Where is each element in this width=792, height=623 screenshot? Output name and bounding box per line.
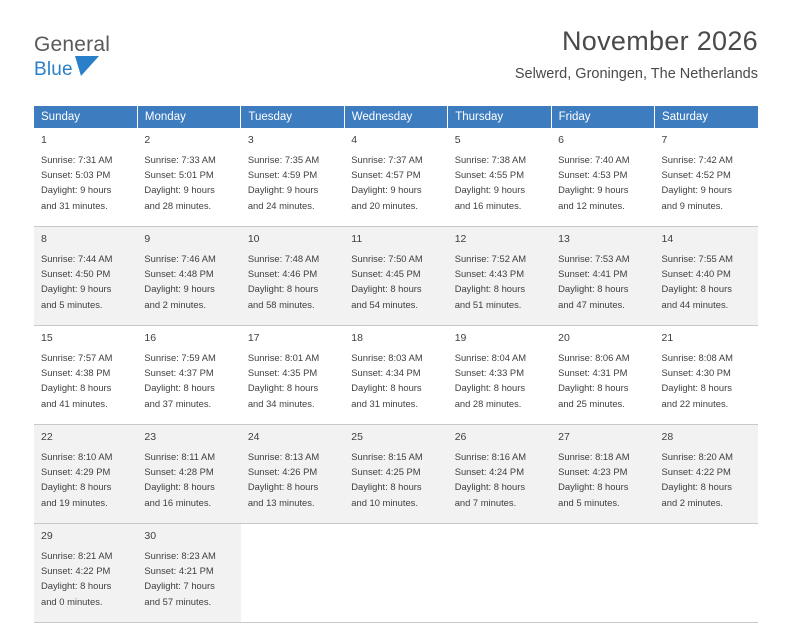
day-sunrise: Sunrise: 7:42 AM <box>661 154 733 165</box>
day-daylight2: and 34 minutes. <box>247 397 315 409</box>
day-daylight2: and 44 minutes. <box>661 298 729 310</box>
day-number: 9 <box>144 233 151 245</box>
day-daylight2: and 54 minutes. <box>351 298 418 310</box>
day-daylight1: Daylight: 8 hours <box>144 481 215 493</box>
calendar-day-cell[interactable] <box>137 128 240 227</box>
calendar-cell-empty <box>448 524 551 623</box>
day-daylight1: Daylight: 8 hours <box>41 481 112 493</box>
calendar-week-row <box>34 326 758 425</box>
day-sunset: Sunset: 4:22 PM <box>661 466 731 478</box>
day-info <box>144 152 234 213</box>
day-sunset: Sunset: 4:25 PM <box>351 466 421 478</box>
day-daylight2: and 57 minutes. <box>144 595 212 607</box>
day-number: 16 <box>144 332 157 344</box>
day-sunrise: Sunrise: 7:52 AM <box>454 253 527 264</box>
day-daylight2: and 58 minutes. <box>247 298 315 310</box>
day-info <box>558 152 648 213</box>
day-sunrise: Sunrise: 8:06 AM <box>558 352 630 363</box>
day-daylight1: Daylight: 8 hours <box>558 382 629 394</box>
day-number: 17 <box>247 332 260 344</box>
day-number: 19 <box>454 332 467 344</box>
calendar-day-cell[interactable] <box>241 326 344 425</box>
day-info <box>144 251 234 312</box>
day-number: 10 <box>247 233 260 245</box>
calendar-day-cell[interactable] <box>448 128 551 227</box>
calendar-day-cell[interactable] <box>344 326 447 425</box>
day-sunset: Sunset: 4:24 PM <box>454 466 524 478</box>
day-number: 21 <box>661 332 674 344</box>
day-daylight1: Daylight: 8 hours <box>454 481 526 493</box>
calendar-day-cell[interactable] <box>448 326 551 425</box>
day-sunrise: Sunrise: 8:04 AM <box>454 352 527 363</box>
day-sunset: Sunset: 4:57 PM <box>351 169 421 181</box>
day-sunrise: Sunrise: 8:15 AM <box>351 451 423 462</box>
day-daylight1: Daylight: 8 hours <box>454 283 526 295</box>
day-sunset: Sunset: 4:26 PM <box>247 466 318 478</box>
day-daylight1: Daylight: 8 hours <box>247 283 319 295</box>
day-daylight2: and 31 minutes. <box>41 199 108 211</box>
day-sunrise: Sunrise: 7:53 AM <box>558 253 630 264</box>
day-info <box>455 251 545 312</box>
calendar-day-cell[interactable] <box>137 326 240 425</box>
calendar-day-cell[interactable] <box>551 128 654 227</box>
day-sunset: Sunset: 4:52 PM <box>661 169 731 181</box>
day-daylight1: Daylight: 9 hours <box>144 283 215 295</box>
day-number: 7 <box>661 134 668 146</box>
calendar-day-cell[interactable] <box>34 227 137 326</box>
day-sunset: Sunset: 4:38 PM <box>41 367 111 379</box>
calendar-day-cell[interactable] <box>34 425 137 524</box>
day-daylight1: Daylight: 8 hours <box>351 481 422 493</box>
day-sunrise: Sunrise: 7:37 AM <box>351 154 423 165</box>
day-daylight1: Daylight: 7 hours <box>144 580 215 592</box>
day-sunrise: Sunrise: 7:31 AM <box>41 154 113 165</box>
day-number: 23 <box>144 431 157 443</box>
calendar-day-cell[interactable] <box>344 128 447 227</box>
column-header-monday: Monday <box>137 106 240 128</box>
day-daylight1: Daylight: 9 hours <box>454 184 526 196</box>
calendar-day-cell[interactable] <box>448 425 551 524</box>
day-sunrise: Sunrise: 8:08 AM <box>661 352 733 363</box>
day-sunrise: Sunrise: 7:50 AM <box>351 253 423 264</box>
day-info <box>144 350 234 411</box>
calendar-day-cell[interactable] <box>655 128 758 227</box>
day-info <box>455 152 545 213</box>
day-sunset: Sunset: 4:40 PM <box>661 268 731 280</box>
page-subtitle: Selwerd, Groningen, The Netherlands <box>514 66 758 82</box>
column-header-thursday: Thursday <box>448 106 551 128</box>
day-info <box>662 152 752 213</box>
calendar-week-row <box>34 128 758 227</box>
title-block <box>515 26 758 82</box>
day-sunset: Sunset: 4:33 PM <box>454 367 524 379</box>
day-sunset: Sunset: 4:30 PM <box>661 367 731 379</box>
day-number: 6 <box>558 134 564 146</box>
day-daylight2: and 10 minutes. <box>351 496 418 508</box>
day-daylight2: and 24 minutes. <box>247 199 315 211</box>
day-number: 26 <box>454 431 467 443</box>
day-info <box>248 251 338 312</box>
day-number: 30 <box>144 530 157 542</box>
day-daylight2: and 9 minutes. <box>661 199 724 211</box>
day-sunrise: Sunrise: 7:48 AM <box>247 253 320 264</box>
day-sunrise: Sunrise: 8:01 AM <box>247 352 320 363</box>
day-number: 3 <box>247 134 254 146</box>
day-number: 28 <box>661 431 674 443</box>
day-daylight1: Daylight: 9 hours <box>558 184 629 196</box>
calendar-day-cell[interactable] <box>241 227 344 326</box>
calendar-day-cell[interactable] <box>137 524 240 623</box>
day-info <box>248 152 338 213</box>
day-sunset: Sunset: 4:35 PM <box>247 367 318 379</box>
day-daylight2: and 28 minutes. <box>454 397 522 409</box>
calendar-table <box>34 106 758 623</box>
day-daylight1: Daylight: 9 hours <box>247 184 319 196</box>
calendar-day-cell[interactable] <box>448 227 551 326</box>
day-number: 12 <box>454 233 467 245</box>
calendar-header-row <box>34 106 758 128</box>
day-info <box>351 350 441 411</box>
calendar-day-cell[interactable] <box>551 227 654 326</box>
calendar-day-cell[interactable] <box>344 227 447 326</box>
day-sunset: Sunset: 4:46 PM <box>247 268 318 280</box>
day-number: 24 <box>247 431 260 443</box>
day-daylight1: Daylight: 8 hours <box>454 382 526 394</box>
day-number: 11 <box>351 233 363 245</box>
day-sunset: Sunset: 4:21 PM <box>144 565 214 577</box>
logo-text-general: General <box>34 33 111 56</box>
calendar-day-cell[interactable] <box>34 524 137 623</box>
day-sunset: Sunset: 5:03 PM <box>41 169 111 181</box>
day-info <box>351 251 441 312</box>
calendar-cell-empty <box>344 524 447 623</box>
day-sunset: Sunset: 4:31 PM <box>558 367 628 379</box>
day-sunset: Sunset: 4:41 PM <box>558 268 628 280</box>
day-number: 4 <box>351 134 358 146</box>
calendar-day-cell[interactable] <box>655 326 758 425</box>
day-info <box>558 449 648 510</box>
day-number: 15 <box>41 332 53 344</box>
day-sunrise: Sunrise: 7:57 AM <box>41 352 113 363</box>
day-sunset: Sunset: 4:22 PM <box>41 565 111 577</box>
day-daylight2: and 2 minutes. <box>661 496 724 508</box>
day-sunset: Sunset: 4:55 PM <box>454 169 524 181</box>
day-sunrise: Sunrise: 7:33 AM <box>144 154 216 165</box>
calendar-week-row <box>34 524 758 623</box>
day-sunrise: Sunrise: 8:23 AM <box>144 550 216 561</box>
day-daylight1: Daylight: 9 hours <box>41 283 112 295</box>
day-daylight1: Daylight: 8 hours <box>247 481 319 493</box>
day-number: 22 <box>41 431 53 443</box>
day-number: 20 <box>558 332 570 344</box>
day-info <box>558 251 648 312</box>
day-daylight2: and 2 minutes. <box>144 298 206 310</box>
day-info <box>41 548 131 609</box>
day-sunrise: Sunrise: 8:13 AM <box>247 451 320 462</box>
day-number: 18 <box>351 332 363 344</box>
logo <box>34 26 110 85</box>
day-sunset: Sunset: 4:28 PM <box>144 466 214 478</box>
column-header-friday: Friday <box>551 106 654 128</box>
day-sunrise: Sunrise: 8:03 AM <box>351 352 423 363</box>
calendar-day-cell[interactable] <box>551 425 654 524</box>
calendar-day-cell[interactable] <box>655 425 758 524</box>
day-daylight2: and 47 minutes. <box>558 298 625 310</box>
day-info <box>41 152 131 213</box>
day-sunrise: Sunrise: 8:18 AM <box>558 451 630 462</box>
day-info <box>144 449 234 510</box>
day-daylight2: and 5 minutes. <box>41 298 103 310</box>
day-sunset: Sunset: 4:53 PM <box>558 169 628 181</box>
day-number: 29 <box>41 530 53 542</box>
day-daylight2: and 41 minutes. <box>41 397 108 409</box>
day-info <box>41 350 131 411</box>
day-info <box>351 449 441 510</box>
day-daylight1: Daylight: 8 hours <box>247 382 319 394</box>
day-sunrise: Sunrise: 7:59 AM <box>144 352 216 363</box>
day-info <box>558 350 648 411</box>
day-info <box>351 152 441 213</box>
calendar-day-cell[interactable] <box>34 326 137 425</box>
calendar-day-cell[interactable] <box>344 425 447 524</box>
calendar-week-row <box>34 227 758 326</box>
day-sunrise: Sunrise: 7:40 AM <box>558 154 630 165</box>
column-header-saturday: Saturday <box>655 106 758 128</box>
day-info <box>41 449 131 510</box>
day-sunrise: Sunrise: 7:46 AM <box>144 253 216 264</box>
day-info <box>455 449 545 510</box>
day-info <box>662 251 752 312</box>
day-sunset: Sunset: 4:59 PM <box>247 169 318 181</box>
calendar-cell-empty <box>551 524 654 623</box>
flag-icon <box>75 56 101 83</box>
day-info <box>248 449 338 510</box>
day-info <box>455 350 545 411</box>
day-daylight2: and 19 minutes. <box>41 496 108 508</box>
calendar-day-cell[interactable] <box>551 326 654 425</box>
calendar-day-cell[interactable] <box>137 227 240 326</box>
day-number: 8 <box>41 233 47 245</box>
day-number: 5 <box>454 134 461 146</box>
day-number: 25 <box>351 431 363 443</box>
day-daylight2: and 16 minutes. <box>454 199 522 211</box>
day-daylight2: and 13 minutes. <box>247 496 315 508</box>
calendar-day-cell[interactable] <box>137 425 240 524</box>
day-sunrise: Sunrise: 7:38 AM <box>454 154 527 165</box>
calendar-day-cell[interactable] <box>34 128 137 227</box>
day-sunset: Sunset: 5:01 PM <box>144 169 214 181</box>
day-info <box>41 251 131 312</box>
day-sunrise: Sunrise: 7:55 AM <box>661 253 733 264</box>
day-daylight1: Daylight: 8 hours <box>351 283 422 295</box>
calendar-day-cell[interactable] <box>241 128 344 227</box>
page-title: November 2026 <box>561 26 758 56</box>
day-info <box>662 350 752 411</box>
day-info <box>248 350 338 411</box>
day-sunrise: Sunrise: 8:21 AM <box>41 550 113 561</box>
calendar-cell-empty <box>241 524 344 623</box>
day-sunset: Sunset: 4:37 PM <box>144 367 214 379</box>
day-daylight1: Daylight: 8 hours <box>661 283 732 295</box>
day-info <box>662 449 752 510</box>
calendar-week-row <box>34 425 758 524</box>
day-daylight2: and 25 minutes. <box>558 397 625 409</box>
day-number: 13 <box>558 233 570 245</box>
day-daylight1: Daylight: 8 hours <box>661 382 732 394</box>
day-daylight1: Daylight: 9 hours <box>661 184 732 196</box>
day-daylight2: and 37 minutes. <box>144 397 212 409</box>
day-sunset: Sunset: 4:23 PM <box>558 466 628 478</box>
day-sunset: Sunset: 4:29 PM <box>41 466 111 478</box>
calendar-day-cell[interactable] <box>655 227 758 326</box>
day-number: 1 <box>41 134 47 146</box>
calendar-day-cell[interactable] <box>241 425 344 524</box>
day-sunrise: Sunrise: 8:11 AM <box>144 451 216 462</box>
day-daylight1: Daylight: 8 hours <box>558 481 629 493</box>
day-sunrise: Sunrise: 7:44 AM <box>41 253 113 264</box>
day-daylight2: and 0 minutes. <box>41 595 103 607</box>
day-daylight1: Daylight: 8 hours <box>351 382 422 394</box>
day-sunrise: Sunrise: 7:35 AM <box>247 154 320 165</box>
day-daylight1: Daylight: 9 hours <box>144 184 215 196</box>
calendar-cell-empty <box>655 524 758 623</box>
day-sunset: Sunset: 4:45 PM <box>351 268 421 280</box>
day-daylight1: Daylight: 8 hours <box>144 382 215 394</box>
day-sunrise: Sunrise: 8:16 AM <box>454 451 527 462</box>
day-number: 14 <box>661 233 674 245</box>
day-sunset: Sunset: 4:43 PM <box>454 268 524 280</box>
day-daylight2: and 7 minutes. <box>454 496 517 508</box>
day-sunset: Sunset: 4:50 PM <box>41 268 111 280</box>
day-daylight1: Daylight: 8 hours <box>41 382 112 394</box>
day-daylight2: and 31 minutes. <box>351 397 418 409</box>
day-sunset: Sunset: 4:34 PM <box>351 367 421 379</box>
day-daylight1: Daylight: 8 hours <box>41 580 112 592</box>
day-daylight1: Daylight: 9 hours <box>351 184 422 196</box>
day-daylight1: Daylight: 8 hours <box>661 481 732 493</box>
day-daylight2: and 51 minutes. <box>454 298 522 310</box>
column-header-sunday: Sunday <box>34 106 137 128</box>
day-daylight1: Daylight: 8 hours <box>558 283 629 295</box>
day-daylight1: Daylight: 9 hours <box>41 184 112 196</box>
day-sunrise: Sunrise: 8:20 AM <box>661 451 733 462</box>
day-number: 2 <box>144 134 151 146</box>
column-header-wednesday: Wednesday <box>344 106 447 128</box>
column-header-tuesday: Tuesday <box>241 106 344 128</box>
day-daylight2: and 5 minutes. <box>558 496 620 508</box>
day-daylight2: and 20 minutes. <box>351 199 418 211</box>
day-info <box>144 548 234 609</box>
page-header <box>34 26 758 94</box>
day-daylight2: and 28 minutes. <box>144 199 212 211</box>
day-daylight2: and 22 minutes. <box>661 397 729 409</box>
logo-text-blue: Blue <box>34 59 73 81</box>
day-daylight2: and 16 minutes. <box>144 496 212 508</box>
day-number: 27 <box>558 431 570 443</box>
day-sunrise: Sunrise: 8:10 AM <box>41 451 113 462</box>
day-sunset: Sunset: 4:48 PM <box>144 268 214 280</box>
day-daylight2: and 12 minutes. <box>558 199 625 211</box>
